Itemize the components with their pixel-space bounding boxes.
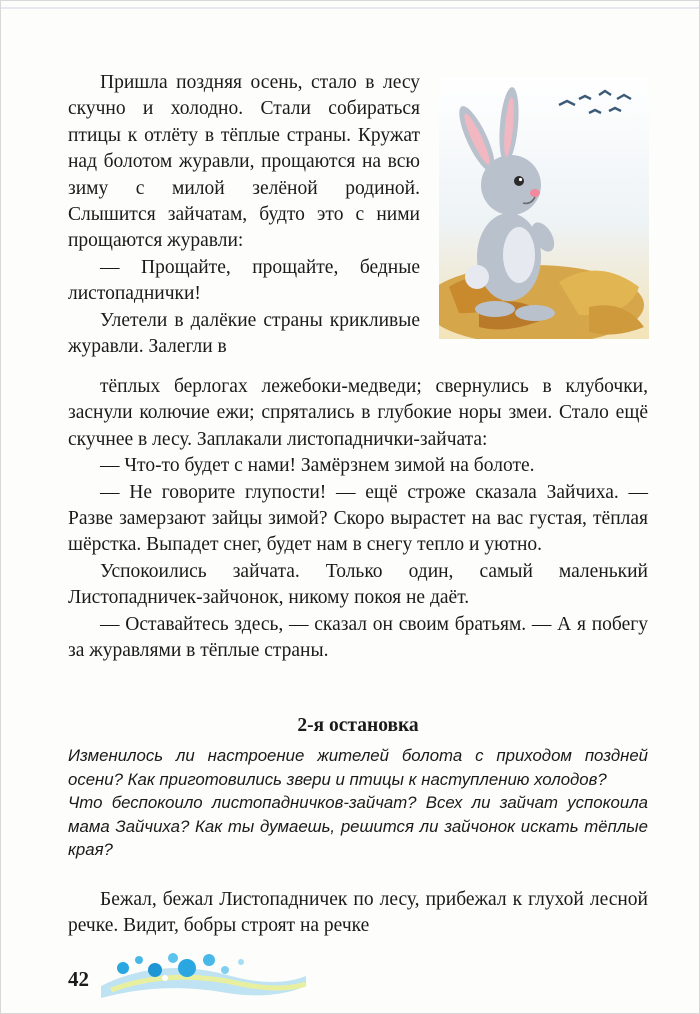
page-number: 42 bbox=[68, 967, 89, 991]
paragraph: Успокоились зайчата. Только один, самый маленький Листопадничек-зайчонок, никому покоя не даёт. bbox=[68, 560, 648, 609]
paragraph: — Не говорите глупости! — ещё строже сказала Зайчиха. — Разве замерзают зайцы зимой? Скоро вырастет на вас густая, тёплая шёрстка. Выпадет снег, будет нам в снегу тепло и уютно. bbox=[68, 481, 648, 556]
paragraph: — Оставайтесь здесь, — сказал он своим братьям. — А я побегу за журавлями в тёплые страны. bbox=[68, 613, 648, 662]
paragraph: Бежал, бежал Листопадничек по лесу, прибежал к глухой лесной речке. Видит, бобры строят на речке bbox=[68, 889, 648, 937]
hare-and-cranes-illustration bbox=[439, 77, 649, 339]
paragraph: тёплых берлогах лежебоки-медведи; свернулись в клубочки, заснули колючие ежи; спрятались в глубокие норы змеи. Стало ещё скучнее в лесу. Заплакали листопаднички-зайчата: bbox=[68, 376, 648, 450]
story-text-bottom bbox=[68, 887, 648, 940]
paragraph: — Прощайте, прощайте, бедные листопаднички! bbox=[68, 256, 420, 305]
paragraph: — Что-то будет с нами! Замёрзнем зимой на болоте. bbox=[100, 455, 535, 477]
question-paragraph: Изменилось ли настроение жителей болота с приходом поздней осени? Как приготовились звери и птицы к наступлению холодов? bbox=[68, 746, 648, 789]
paragraph: Пришла поздняя осень, стало в лесу скучно и холодно. Стали собираться птицы к отлёту в тёплые страны. Кружат над болотом журавли, прощаются на всю зиму с милой зелёной родиной. Слышится зайчатам, будто это с ними прощаются журавли: bbox=[68, 72, 420, 252]
bubbles-wave-decoration bbox=[101, 946, 306, 1006]
story-text-top bbox=[68, 70, 420, 360]
story-text-middle bbox=[68, 374, 648, 664]
questions-block bbox=[68, 744, 648, 862]
top-rule bbox=[1, 7, 699, 9]
question-paragraph: Что беспокоило листопадничков-зайчат? Всех ли зайчат успокоила мама Зайчиха? Как ты думаешь, решится ли зайчонок искать тёплые края? bbox=[68, 793, 648, 860]
paragraph: Улетели в далёкие страны крикливые журавли. Залегли в bbox=[68, 309, 420, 358]
stop-heading: 2-я остановка bbox=[297, 715, 419, 736]
